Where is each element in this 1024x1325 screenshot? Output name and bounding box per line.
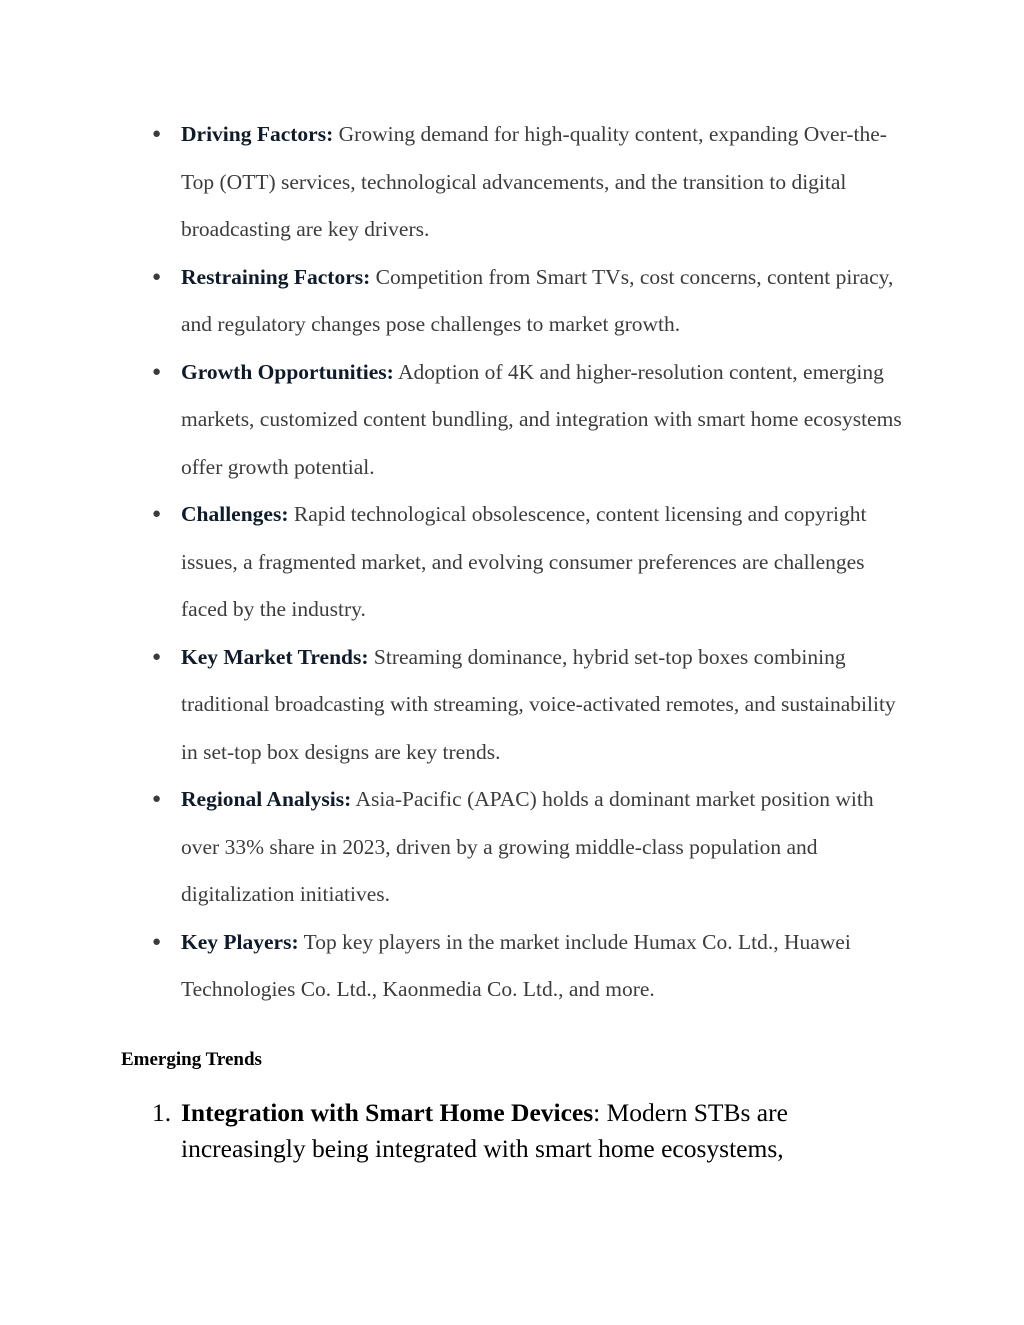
item-text: Growing demand for high-quality content, expanding Over-the-Top (OTT) services, technological advancements, and the transition to digital broadcasting are key drivers. bbox=[181, 122, 887, 241]
bullet-icon: ● bbox=[152, 268, 162, 285]
bullet-icon: ● bbox=[152, 506, 162, 522]
list-item bbox=[152, 634, 912, 777]
item-term: Integration with Smart Home Devices bbox=[181, 1098, 594, 1127]
list-item bbox=[152, 491, 912, 634]
list-item bbox=[152, 919, 912, 1014]
bullet-icon: ● bbox=[152, 648, 162, 665]
item-text: Streaming dominance, hybrid set-top boxes combining traditional broadcasting with streaming, voice-activated remotes, and sustainability in set-top box designs are key trends. bbox=[181, 644, 896, 764]
item-term: Regional Analysis: bbox=[181, 787, 352, 811]
bullet-icon: ● bbox=[152, 933, 162, 950]
emerging-trends-list bbox=[152, 1095, 872, 1167]
item-number: 1. bbox=[152, 1098, 172, 1127]
item-text: Asia-Pacific (APAC) holds a dominant market position with over 33% share in 2023, driven by a growing middle-class population and digitalization initiatives. bbox=[181, 787, 874, 906]
bullet-icon: ● bbox=[152, 791, 162, 807]
item-text: Rapid technological obsolescence, content licensing and copyright issues, a fragmented market, and evolving consumer preferences are challenges faced by the industry. bbox=[181, 502, 867, 621]
list-item bbox=[152, 349, 912, 492]
item-term: Driving Factors: bbox=[181, 122, 334, 146]
key-findings-list bbox=[152, 111, 912, 1014]
section-heading: Emerging Trends bbox=[121, 1049, 262, 1070]
item-text: Competition from Smart TVs, cost concerns, content piracy, and regulatory changes pose challenges to market growth. bbox=[181, 264, 894, 336]
list-item bbox=[152, 254, 912, 349]
item-term: Challenges: bbox=[181, 502, 289, 526]
list-item bbox=[152, 1095, 872, 1167]
item-text: Adoption of 4K and higher-resolution content, emerging markets, customized content bundling, and integration with smart home ecosystems offer growth potential. bbox=[181, 359, 902, 479]
item-term: Growth Opportunities: bbox=[181, 359, 394, 384]
list-item bbox=[152, 111, 912, 254]
item-text: Top key players in the market include Humax Co. Ltd., Huawei Technologies Co. Ltd., Kaonmedia Co. Ltd., and more. bbox=[181, 929, 851, 1001]
item-term: Key Players: bbox=[181, 929, 299, 954]
item-term: Restraining Factors: bbox=[181, 264, 371, 289]
item-text: : Modern STBs are increasingly being integrated with smart home ecosystems, bbox=[181, 1098, 788, 1163]
item-term: Key Market Trends: bbox=[181, 644, 369, 669]
list-item bbox=[152, 776, 912, 919]
bullet-icon: ● bbox=[152, 363, 162, 380]
bullet-icon: ● bbox=[152, 126, 162, 142]
